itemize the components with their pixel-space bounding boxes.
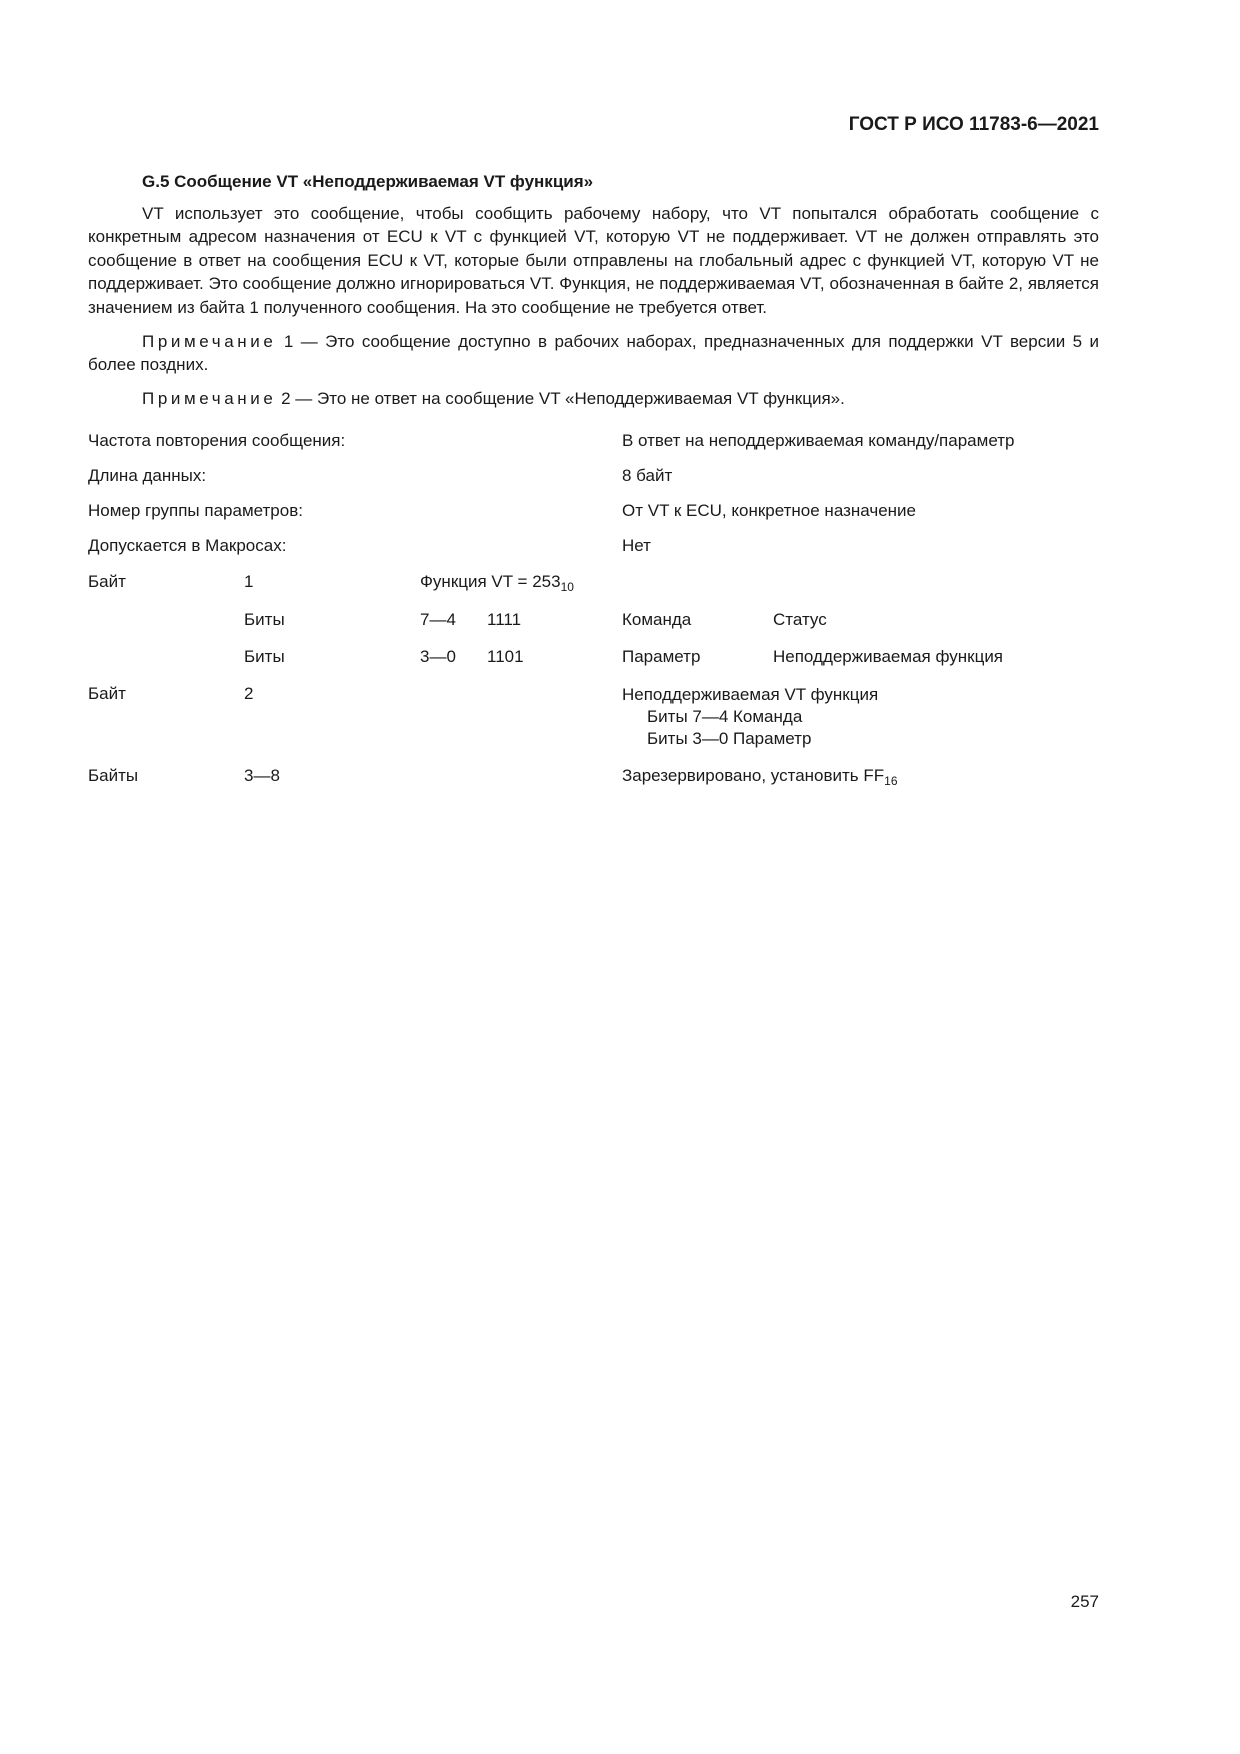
note-1 (88, 330, 1099, 377)
byte-description (622, 766, 898, 786)
note-2-label: Примечание (142, 389, 277, 408)
byte-description (420, 572, 574, 592)
byte-description-text: Зарезервировано, установить FF (622, 766, 885, 785)
byte-2-description-line: Биты 7—4 Команда (647, 707, 803, 726)
bits-label: Биты (244, 647, 285, 666)
property-value: Нет (622, 536, 651, 555)
byte-2-description-line: Биты 3—0 Параметр (647, 729, 812, 748)
byte-index: 3—8 (244, 766, 280, 785)
section-paragraph-text: VT использует это сообщение, чтобы сообщить рабочему набору, что VT попытался обработать сообщение с конкретным адресом назначения от ECU к VT с функцией VT, которую VT не поддерживает. VT не должен отправлять это сообщение в ответ на сообщения ECU к VT, которые были отправлены на глобальный адрес с функцией VT, которую VT не поддерживает. Это сообщение должно игнорироваться VT. Функция, не поддерживаемая VT, обозначенная в байте 2, является значением из байта 1 полученного сообщения. На это сообщение не требуется ответ. (88, 204, 1100, 317)
byte-description-subscript: 16 (884, 774, 898, 788)
bits-name: Параметр (622, 647, 701, 666)
property-label: Номер группы параметров: (88, 501, 303, 520)
note-2 (88, 387, 1099, 410)
note-2-text: 2 — Это не ответ на сообщение VT «Неподдерживаемая VT функция». (276, 389, 845, 408)
note-1-text: 1 — Это сообщение доступно в рабочих наборах, предназначенных для поддержки VT версии 5 и более поздних. (88, 332, 1099, 375)
property-value: От VT к ECU, конкретное назначение (622, 501, 916, 520)
property-label: Длина данных: (88, 466, 207, 485)
property-value: В ответ на неподдерживаемая команду/параметр (622, 431, 1015, 450)
byte-2-description-title: Неподдерживаемая VT функция (622, 685, 879, 704)
bits-name: Команда (622, 610, 692, 629)
byte-label: Байт (88, 572, 126, 591)
byte-index: 1 (244, 572, 254, 591)
page-number: 257 (1070, 1592, 1099, 1611)
property-label: Допускается в Макросах: (88, 536, 287, 555)
byte-description-subscript: 10 (560, 580, 574, 594)
bits-range: 3—0 (420, 647, 456, 666)
bits-label: Биты (244, 610, 285, 629)
section-title: G.5 Сообщение VT «Неподдерживаемая VT функция» (142, 172, 594, 191)
byte-label: Байт (88, 684, 126, 703)
bits-meaning: Неподдерживаемая функция (773, 647, 1004, 666)
bits-value: 1111 (487, 610, 522, 629)
document-header: ГОСТ Р ИСО 11783-6—2021 (848, 114, 1099, 135)
byte-label: Байты (88, 766, 139, 785)
byte-2-description (622, 684, 878, 750)
bits-value: 1101 (487, 647, 524, 666)
bits-meaning: Статус (773, 610, 827, 629)
note-1-label: Примечание (142, 332, 277, 351)
bits-range: 7—4 (420, 610, 456, 629)
property-value: 8 байт (622, 466, 673, 485)
section-paragraph (88, 202, 1099, 319)
byte-description-text: Функция VT = 253 (420, 572, 561, 591)
property-label: Частота повторения сообщения: (88, 431, 346, 450)
byte-index: 2 (244, 684, 254, 703)
